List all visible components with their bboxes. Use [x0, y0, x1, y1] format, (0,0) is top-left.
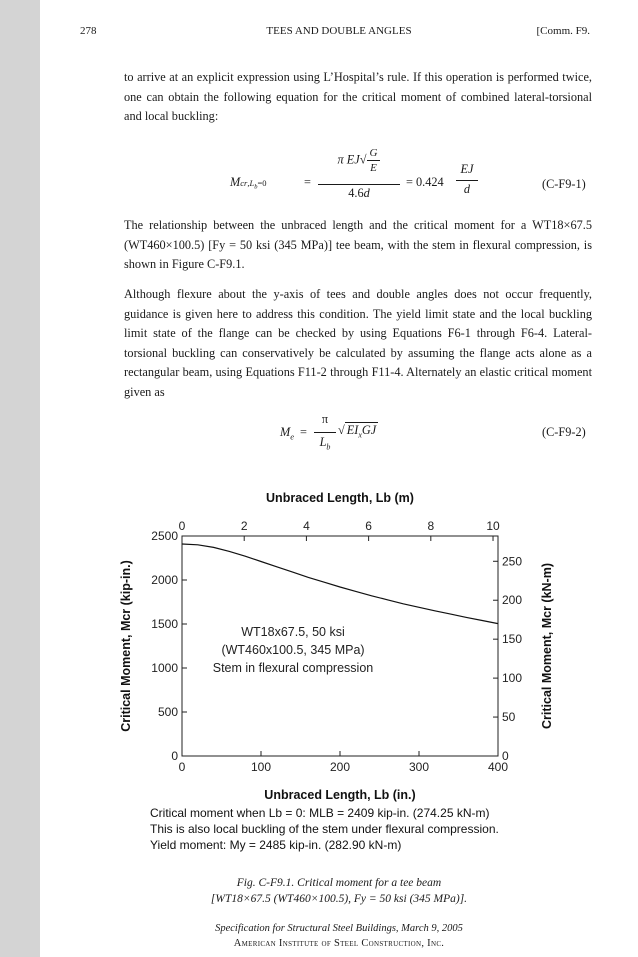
equation-number-2: (C-F9-2)	[542, 425, 586, 439]
y-tick-label: 2000	[151, 573, 178, 587]
chart-note-line: Yield moment: My = 2485 kip-in. (282.90 kN-m)	[150, 838, 402, 852]
figure-caption-line-2: [WT18×67.5 (WT460×100.5), Fy = 50 ksi (345 MPa)].	[210, 893, 468, 905]
y-left-axis-title: Critical Moment, Mcr (kip-in.)	[119, 560, 133, 732]
chart-annotation-line: Stem in flexural compression	[212, 661, 374, 675]
x-top-tick-label: 2	[240, 519, 248, 533]
chart-annotation-line: WT18x67.5, 50 ksi	[241, 625, 345, 639]
y-right-tick-label: 100	[502, 671, 523, 686]
x-top-tick-label: 6	[365, 519, 372, 533]
equation-number-1: (C-F9-1)	[542, 177, 586, 191]
x-top-tick-label: 0	[178, 519, 186, 533]
critical-moment-curve	[182, 544, 498, 624]
y-tick-label: 500	[157, 705, 178, 719]
y-right-axis-title: Critical Moment, Mcr (kN-m)	[540, 563, 554, 729]
chart-note-line: This is also local buckling of the stem under flexural compression.	[150, 822, 499, 836]
x-top-axis-title: Unbraced Length, Lb (m)	[266, 491, 414, 505]
y-right-tick-label: 200	[502, 593, 523, 608]
x-tick-label: 400	[487, 760, 509, 774]
equation-cf9-2: $M_e$ = π $L_b$ √ $EI_xGJ$	[280, 412, 377, 452]
footer-spec-line: Specification for Structural Steel Buildings, March 9, 2005	[215, 923, 463, 934]
x-tick-label: 300	[408, 760, 430, 774]
chart-annotation-line: (WT460x100.5, 345 MPa)	[221, 643, 365, 657]
document-page	[40, 0, 638, 957]
section-label: [Comm. F9.	[536, 25, 590, 37]
x-bottom-axis-title: Unbraced Length, Lb (in.)	[264, 788, 416, 802]
y-right-tick-label: 0	[502, 749, 509, 763]
paragraph-2: The relationship between the unbraced length and the critical moment for a WT18×67.5 (WT460×100.5) [Fy = 50 ksi (345 MPa)] tee beam, with the stem in flexural compression, is shown in Figure C-F9.1.	[124, 218, 592, 272]
x-tick-label: 200	[329, 760, 351, 774]
critical-moment-chart	[40, 485, 638, 855]
figure-caption-line-1: Fig. C-F9.1. Critical moment for a tee beam	[236, 877, 442, 889]
y-tick-label: 2500	[151, 529, 178, 543]
x-tick-label: 0	[178, 760, 186, 774]
x-top-tick-label: 10	[486, 519, 500, 533]
equation-cf9-1: $Mcr,L_b=0$ = π EJ√ $\frac{G}{E}$ 4.6d = 0.424 EJ d	[230, 146, 490, 206]
y-right-tick-label: 50	[502, 710, 516, 725]
page-number: 278	[80, 25, 97, 37]
y-tick-label: 1000	[151, 661, 178, 675]
y-right-tick-label: 150	[502, 632, 523, 647]
x-tick-label: 100	[250, 760, 272, 774]
paragraph-3: Although flexure about the y-axis of tees and double angles does not occur frequently, guidance is given here to address this condition. The yield limit state and the local buckling limit state of the flange can be checked by using Equations F6-1 through F6-4. Lateral-torsional buckling can conservatively be calculated by assuming the flange acts alone as a rectangular beam, using Equations F11-2 through F11-4. Alternately an elastic critical moment given as	[124, 287, 592, 399]
y-tick-label: 1500	[151, 617, 178, 631]
x-top-tick-label: 4	[303, 519, 310, 533]
footer-publisher-line: American Institute of Steel Construction, Inc.	[233, 938, 445, 949]
chart-note-line: Critical moment when Lb = 0: MLB = 2409 kip-in. (274.25 kN-m)	[150, 806, 490, 820]
x-top-tick-label: 8	[427, 519, 435, 533]
paragraph-1: to arrive at an explicit expression using L’Hospital’s rule. If this operation is performed twice, one can obtain the following equation for the critical moment of combined lateral-torsional and local buckling:	[124, 70, 592, 124]
running-title: TEES AND DOUBLE ANGLES	[266, 25, 412, 37]
y-tick-label: 0	[171, 749, 178, 763]
y-right-tick-label: 250	[502, 554, 523, 569]
